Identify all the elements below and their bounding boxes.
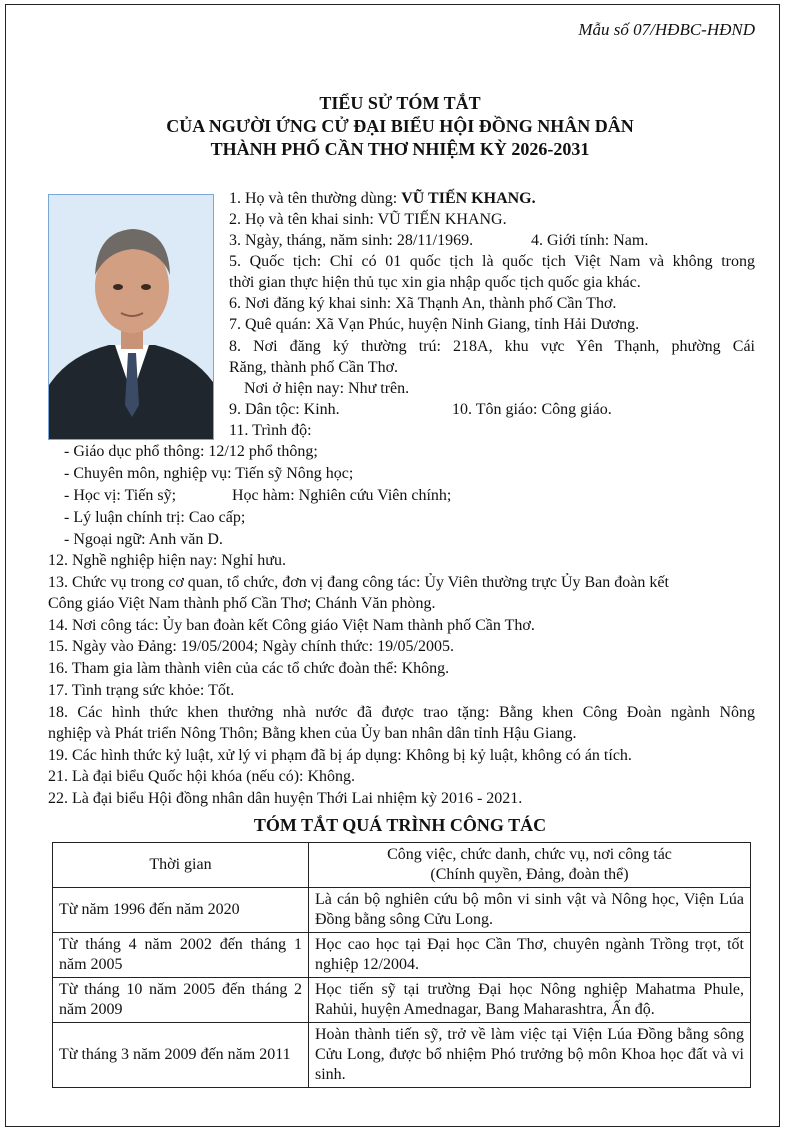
row-time: Từ năm 1996 đến năm 2020 [53, 888, 309, 933]
item-7: 7. Quê quán: Xã Vạn Phúc, huyện Ninh Giang, tỉnh Hải Dương. [229, 316, 640, 333]
item-19: 19. Các hình thức kỷ luật, xử lý vi phạm đã bị áp dụng: Không bị kỷ luật, không có án tích. [48, 747, 632, 764]
item-11-specialty: - Chuyên môn, nghiệp vụ: Tiến sỹ Nông học; [64, 465, 354, 482]
item-10: 10. Tôn giáo: Công giáo. [452, 401, 612, 418]
item-15: 15. Ngày vào Đảng: 19/05/2004; Ngày chính thức: 19/05/2005. [48, 638, 454, 655]
item-3: 3. Ngày, tháng, năm sinh: 28/11/1969. [229, 232, 474, 249]
item-5-line-2: thời gian thực hiện thủ tục xin gia nhập quốc tịch quốc gia khác. [229, 274, 641, 291]
portrait-photo [48, 194, 214, 440]
item-16: 16. Tham gia làm thành viên của các tổ chức đoàn thể: Không. [48, 660, 450, 677]
item-11: 11. Trình độ: [229, 422, 312, 439]
table-row [53, 978, 751, 1023]
item-22: 22. Là đại biểu Hội đồng nhân dân huyện Thới Lai nhiệm kỳ 2016 - 2021. [48, 790, 523, 807]
title-line-1: TIỂU SỬ TÓM TẮT [319, 93, 481, 113]
row-time: Từ tháng 4 năm 2002 đến tháng 1 năm 2005 [53, 933, 309, 978]
row-job: Là cán bộ nghiên cứu bộ môn vi sinh vật và Nông học, Viện Lúa Đồng bằng sông Cửu Long. [309, 888, 751, 933]
item-18-line-2: nghiệp và Phát triển Nông Thôn; Bằng khen của Ủy ban nhân dân tỉnh Hậu Giang. [48, 725, 577, 742]
item-2: 2. Họ và tên khai sinh: VŨ TIẾN KHANG. [229, 211, 507, 228]
item-21: 21. Là đại biểu Quốc hội khóa (nếu có): Không. [48, 768, 356, 785]
item-11-degree: - Học vị: Tiến sỹ; [64, 487, 177, 504]
table-row [53, 888, 751, 933]
header-job-line-1: Công việc, chức danh, chức vụ, nơi công tác [387, 846, 672, 863]
header-job-line-2: (Chính quyền, Đảng, đoàn thể) [430, 866, 629, 883]
item-13-line-2: Công giáo Việt Nam thành phố Cần Thơ; Chánh Văn phòng. [48, 595, 436, 612]
item-1-label: 1. Họ và tên thường dùng: [229, 190, 402, 207]
title-line-3: THÀNH PHỐ CẦN THƠ NHIỆM KỲ 2026-2031 [210, 139, 590, 159]
item-13-line-1: 13. Chức vụ trong cơ quan, tổ chức, đơn vị đang công tác: Ủy Viên thường trực Ủy Ban đoàn kết [48, 574, 669, 591]
item-1-name: VŨ TIẾN KHANG. [401, 190, 536, 207]
work-history-table [52, 842, 751, 1088]
item-11-general-education: - Giáo dục phổ thông: 12/12 phổ thông; [64, 443, 318, 460]
work-history-title: TÓM TẮT QUÁ TRÌNH CÔNG TÁC [253, 815, 547, 835]
item-4: 4. Giới tính: Nam. [531, 232, 649, 249]
row-job: Học tiến sỹ tại trường Đại học Nông nghiệp Mahatma Phule, Rahủi, huyện Amednagar, Bang Maharashtra, Ấn độ. [309, 978, 751, 1023]
item-8-current-address: Nơi ở hiện nay: Như trên. [244, 380, 410, 397]
item-9: 9. Dân tộc: Kinh. [229, 401, 340, 418]
item-11-foreign-language: - Ngoại ngữ: Anh văn D. [64, 531, 223, 548]
form-number: Mẫu số 07/HĐBC-HĐND [578, 20, 755, 39]
item-11-political-theory: - Lý luận chính trị: Cao cấp; [64, 509, 246, 526]
table-header-row [53, 843, 751, 888]
item-8-line-1: 8. Nơi đăng ký thường trú: 218A, khu vực Yên Thạnh, phường Cái [229, 338, 755, 355]
portrait-illustration [49, 195, 214, 440]
item-5-line-1: 5. Quốc tịch: Chỉ có 01 quốc tịch là quốc tịch Việt Nam và không trong [229, 253, 755, 270]
table-row [53, 1023, 751, 1088]
header-time: Thời gian [53, 843, 309, 888]
row-time: Từ tháng 3 năm 2009 đến năm 2011 [53, 1023, 309, 1088]
item-8-line-2: Răng, thành phố Cần Thơ. [229, 359, 399, 376]
item-12: 12. Nghề nghiệp hiện nay: Nghỉ hưu. [48, 552, 286, 569]
item-17: 17. Tình trạng sức khỏe: Tốt. [48, 682, 235, 699]
title-line-2: CỦA NGƯỜI ỨNG CỬ ĐẠI BIỂU HỘI ĐỒNG NHÂN DÂN [166, 116, 634, 136]
row-job: Hoàn thành tiến sỹ, trở về làm việc tại Viện Lúa Đồng bằng sông Cửu Long, được bổ nhiệm Phó trưởng bộ môn Khoa học đất và vi sinh. [309, 1023, 751, 1088]
item-14: 14. Nơi công tác: Ủy ban đoàn kết Công giáo Việt Nam thành phố Cần Thơ. [48, 617, 535, 634]
table-row [53, 933, 751, 978]
header-job [309, 843, 751, 888]
item-11-academic-title: Học hàm: Nghiên cứu Viên chính; [232, 487, 452, 504]
row-time: Từ tháng 10 năm 2005 đến tháng 2 năm 2009 [53, 978, 309, 1023]
row-job: Học cao học tại Đại học Cần Thơ, chuyên ngành Trồng trọt, tốt nghiệp 12/2004. [309, 933, 751, 978]
item-18-line-1: 18. Các hình thức khen thưởng nhà nước đã được trao tặng: Bằng khen Công Đoàn ngành Nông [48, 704, 755, 721]
item-6: 6. Nơi đăng ký khai sinh: Xã Thạnh An, thành phố Cần Thơ. [229, 295, 617, 312]
item-1 [229, 189, 536, 209]
